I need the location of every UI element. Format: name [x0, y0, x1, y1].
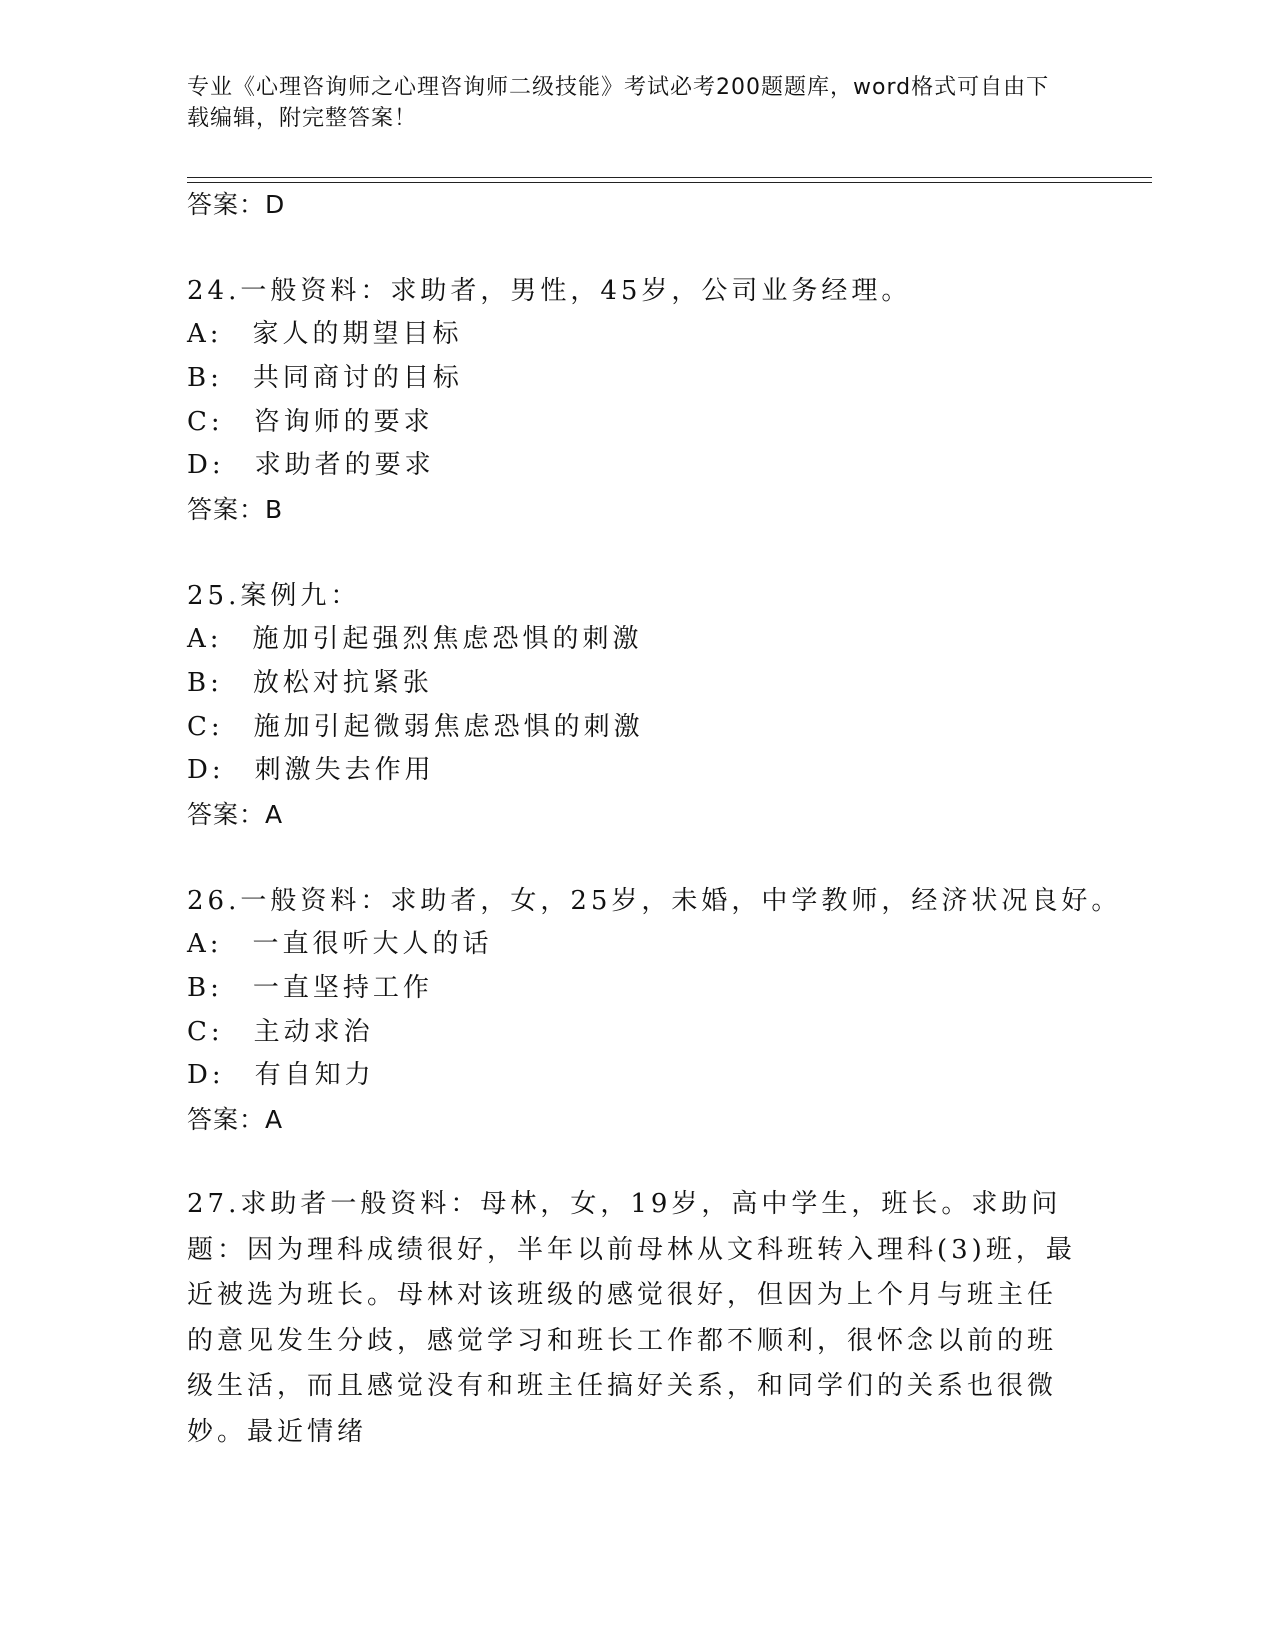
- answer-previous: 答案：D: [187, 190, 286, 219]
- document-header: 专业《心理咨询师之心理咨询师二级技能》考试必考200题题库，word格式可自由下载编辑，附完整答案！: [187, 75, 1050, 131]
- question-24-option-d: D: 求助者的要求: [187, 450, 435, 480]
- question-25-option-a: A: 施加引起强烈焦虑恐惧的刺激: [187, 624, 643, 654]
- question-25-stem: 25.案例九：: [187, 581, 361, 611]
- question-26-option-c: C: 主动求治: [187, 1017, 374, 1047]
- question-24-answer: 答案：B: [187, 495, 284, 524]
- question-24-stem: 24.一般资料：求助者，男性，45岁，公司业务经理。: [187, 276, 912, 306]
- question-26-option-a: A: 一直很听大人的话: [187, 929, 493, 959]
- question-26-option-b: B: 一直坚持工作: [187, 973, 433, 1003]
- question-26-answer: 答案：A: [187, 1105, 284, 1134]
- header-divider-bottom: [187, 182, 1152, 183]
- question-24-option-a: A: 家人的期望目标: [187, 319, 463, 349]
- question-25-option-d: D: 刺激失去作用: [187, 755, 435, 785]
- question-25-option-c: C: 施加引起微弱焦虑恐惧的刺激: [187, 712, 644, 742]
- question-25-option-b: B: 放松对抗紧张: [187, 668, 433, 698]
- question-26-stem: 26.一般资料：求助者，女，25岁，未婚，中学教师，经济状况良好。: [187, 886, 1122, 916]
- question-27-stem: 27.求助者一般资料：母林，女，19岁，高中学生，班长。求助问题：因为理科成绩很好，半年以前母林从文科班转入理科(3)班，最近被选为班长。母林对该班级的感觉很好，但因为上个月与班主任的意见发生分歧，感觉学习和班长工作都不顺利，很怀念以前的班级生活，而且感觉没有和班主任搞好关系，和同学们的关系也很微妙。最近情绪: [187, 1189, 1076, 1447]
- question-24-option-c: C: 咨询师的要求: [187, 407, 434, 437]
- question-25-answer: 答案：A: [187, 800, 284, 829]
- question-26-option-d: D: 有自知力: [187, 1060, 375, 1090]
- header-divider-top: [187, 177, 1152, 178]
- question-24-option-b: B: 共同商讨的目标: [187, 363, 463, 393]
